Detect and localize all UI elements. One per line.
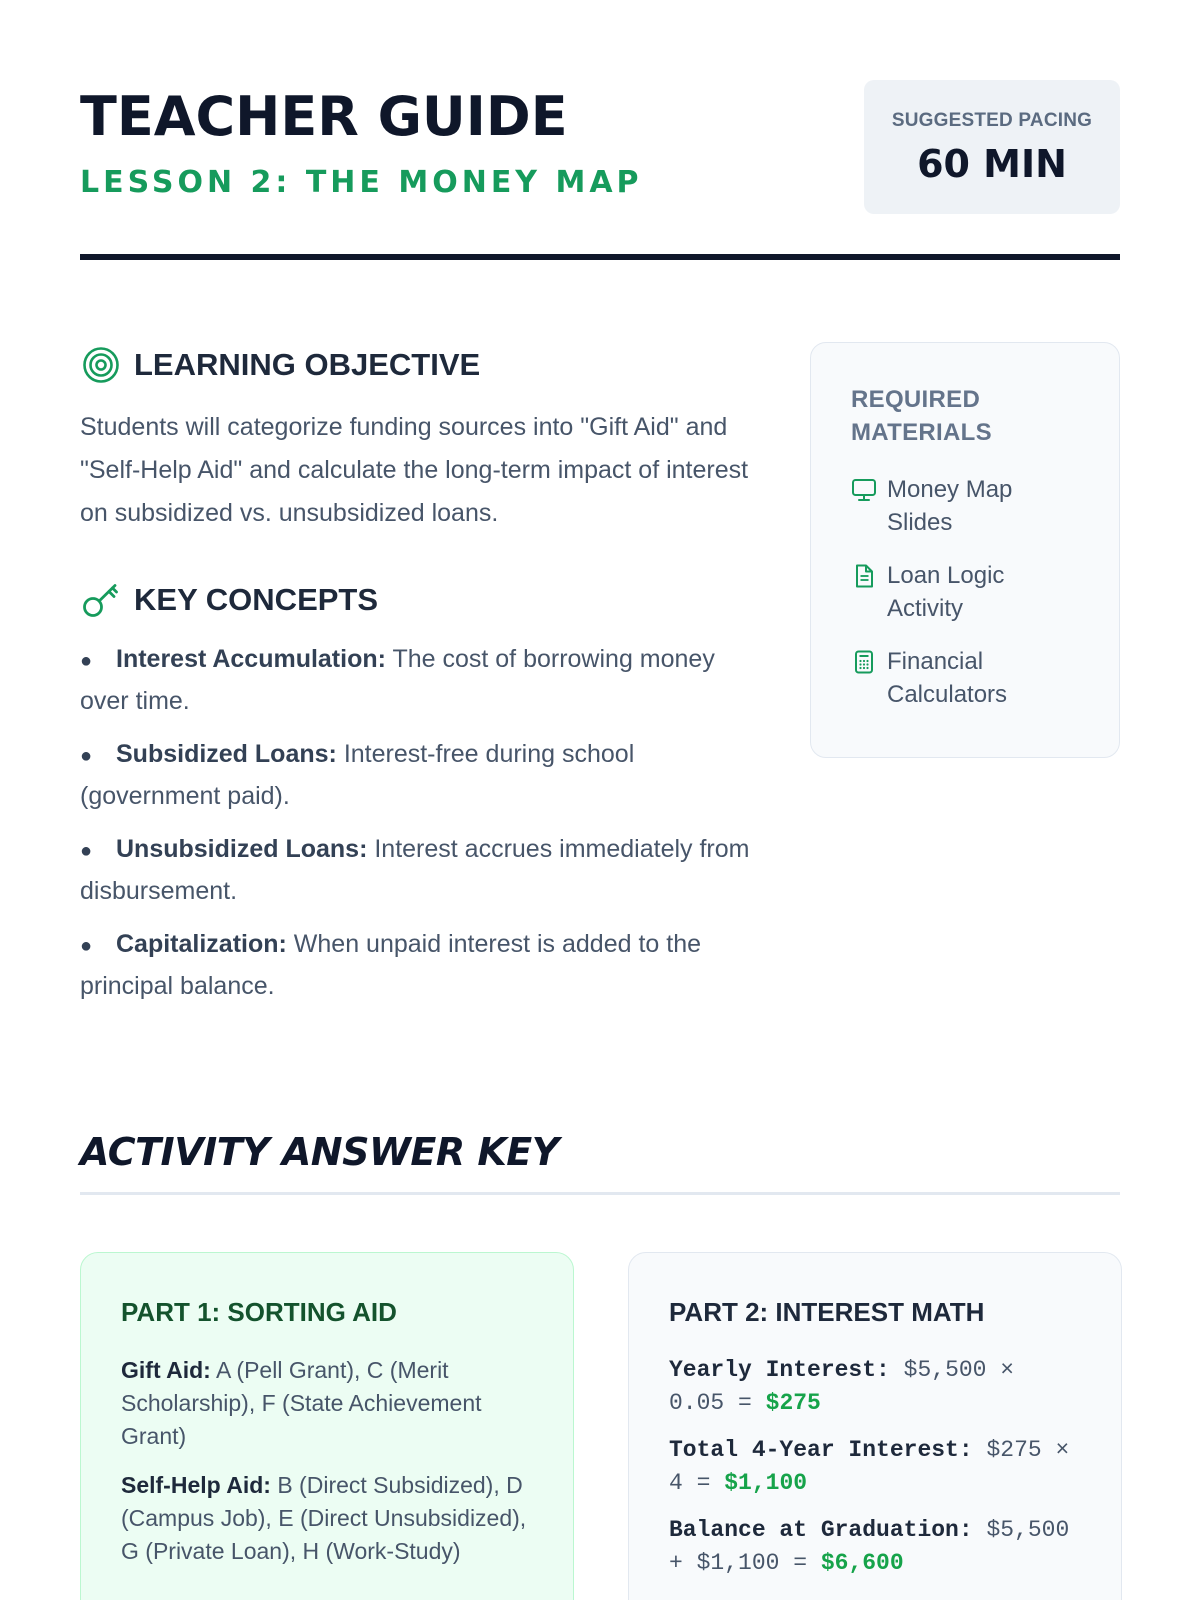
material-item <box>851 473 1081 539</box>
material-label: Money Map Slides <box>887 476 1013 536</box>
concept-desc: The cost of borrowing money over time. <box>80 645 715 715</box>
concept-item <box>80 829 760 911</box>
document-icon <box>851 559 887 592</box>
material-item <box>851 645 1081 711</box>
math-result: $275 <box>765 1390 821 1416</box>
math-term: Total 4-Year Interest: <box>669 1437 973 1463</box>
objective-text: Students will categorize funding sources into "Gift Aid" and "Self-Help Aid" and calculate the long-term impact of interest on subsidized vs. unsubsidized loans. <box>80 413 749 527</box>
page-header <box>80 80 1120 260</box>
math-result: $6,600 <box>820 1550 904 1576</box>
concepts-heading <box>80 575 760 625</box>
bullet: ● <box>80 840 93 862</box>
self-help-aid-line <box>121 1469 533 1568</box>
bullet: ● <box>80 745 93 767</box>
self-help-aid-text: B (Direct Subsidized), D (Campus Job), E (Direct Unsubsidized), G (Private Loan), H (Work-Study) <box>121 1472 527 1564</box>
material-item <box>851 559 1081 625</box>
part2-title: PART 2: INTEREST MATH <box>669 1297 985 1327</box>
answer-key-divider <box>80 1192 1120 1195</box>
material-label: Financial Calculators <box>887 648 1008 708</box>
concept-term: Capitalization: <box>116 930 287 958</box>
pacing-value: 60 MIN <box>917 142 1067 186</box>
self-help-aid-term: Self-Help Aid: <box>121 1472 271 1498</box>
concept-term: Subsidized Loans: <box>116 740 337 768</box>
math-line <box>669 1514 1081 1580</box>
key-icon <box>80 579 122 621</box>
math-expr: $5,500 × 0.05 = <box>669 1357 1015 1416</box>
concept-item <box>80 924 760 1006</box>
gift-aid-term: Gift Aid: <box>121 1357 211 1383</box>
materials-panel <box>810 342 1120 758</box>
part2-card <box>628 1252 1122 1600</box>
monitor-icon <box>851 473 887 506</box>
math-expr: $275 × 4 = <box>669 1437 1070 1496</box>
part1-card <box>80 1252 574 1600</box>
objective-heading <box>80 340 760 390</box>
lesson-overview <box>80 340 760 1019</box>
calculator-icon <box>851 645 887 678</box>
materials-title: REQUIRED MATERIALS <box>851 386 992 446</box>
concept-term: Unsubsidized Loans: <box>116 835 368 863</box>
objective-title: LEARNING OBJECTIVE <box>134 347 481 382</box>
materials-list <box>851 473 1081 711</box>
part1-title: PART 1: SORTING AID <box>121 1297 397 1327</box>
pacing-label: SUGGESTED PACING <box>891 110 1093 131</box>
gift-aid-text: A (Pell Grant), C (Merit Scholarship), F (State Achievement Grant) <box>121 1357 482 1449</box>
answer-key-title: ACTIVITY ANSWER KEY <box>80 1130 559 1174</box>
pacing-badge <box>864 80 1120 214</box>
concepts-list <box>80 639 760 1006</box>
concept-desc: When unpaid interest is added to the principal balance. <box>80 930 702 1000</box>
math-term: Yearly Interest: <box>669 1357 890 1383</box>
math-result: $1,100 <box>724 1470 808 1496</box>
math-line <box>669 1434 1081 1500</box>
header-divider <box>80 254 1120 260</box>
page-title: TEACHER GUIDE <box>80 85 568 148</box>
concept-item <box>80 734 760 816</box>
bullet: ● <box>80 935 93 957</box>
target-icon <box>80 344 122 386</box>
concept-desc: Interest-free during school (government paid). <box>80 740 635 810</box>
math-term: Balance at Graduation: <box>669 1517 973 1543</box>
material-label: Loan Logic Activity <box>887 562 1005 622</box>
bullet: ● <box>80 650 93 672</box>
math-expr: $5,500 + $1,100 = <box>669 1517 1070 1576</box>
lesson-subtitle: LESSON 2: THE MONEY MAP <box>80 165 643 200</box>
concepts-title: KEY CONCEPTS <box>134 582 379 617</box>
math-line <box>669 1354 1081 1420</box>
concept-term: Interest Accumulation: <box>116 645 386 673</box>
gift-aid-line <box>121 1354 533 1453</box>
concept-desc: Interest accrues immediately from disbursement. <box>80 835 750 905</box>
concept-item <box>80 639 760 721</box>
